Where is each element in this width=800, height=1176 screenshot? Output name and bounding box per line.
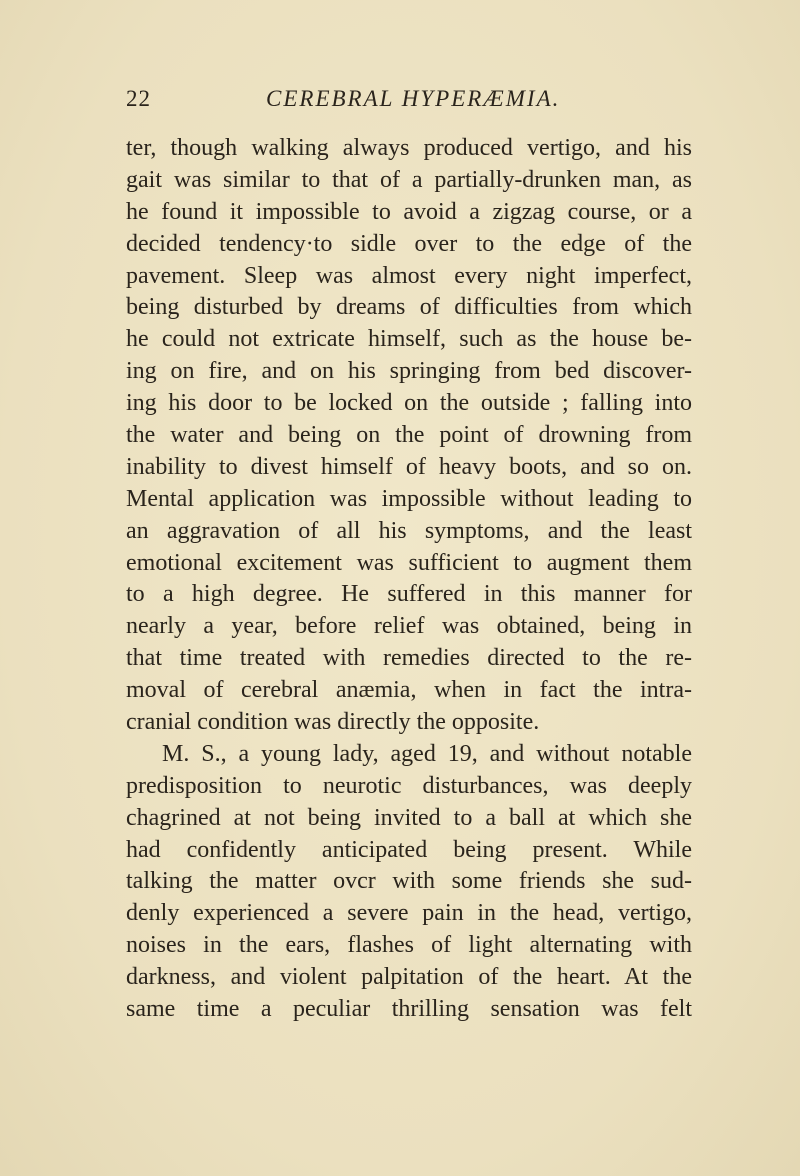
text-line: ing his door to be locked on the outside ; falling into: [126, 390, 692, 417]
text-line: predisposition to neurotic disturbances, was deeply: [126, 772, 692, 799]
text-line: to a high degree. He suffered in this manner for: [126, 581, 692, 608]
paragraph-last-line: cranial condition was directly the opposite.: [126, 709, 540, 736]
text-line: same time a peculiar thrilling sensation was felt: [126, 996, 692, 1023]
text-line: emotional excitement was sufficient to augment them: [126, 549, 692, 576]
text-line: an aggravation of all his symptoms, and the least: [126, 517, 692, 544]
body-text: [126, 133, 692, 1026]
text-line: darkness, and violent palpitation of the heart. At the: [126, 964, 692, 991]
running-title: CEREBRAL HYPERÆMIA.: [266, 86, 561, 111]
text-line: moval of cerebral anæmia, when in fact the intra-: [126, 677, 692, 704]
text-line: being disturbed by dreams of difficulties from which: [126, 294, 692, 321]
text-line: inability to divest himself of heavy boots, and so on.: [126, 453, 692, 480]
page-number: 22: [126, 86, 151, 111]
text-line: decided tendency·to sidle over to the edge of the: [126, 230, 692, 257]
text-line: ter, though walking always produced vertigo, and his: [126, 135, 692, 161]
text-line: denly experienced a severe pain in the head, vertigo,: [126, 900, 692, 927]
paragraph-first-line: M. S., a young lady, aged 19, and without notable: [162, 740, 692, 767]
text-line: had confidently anticipated being present. While: [126, 836, 692, 863]
text-line: he could not extricate himself, such as the house be-: [126, 326, 692, 353]
text-line: he found it impossible to avoid a zigzag course, or a: [126, 198, 692, 225]
text-line: nearly a year, before relief was obtained, being in: [126, 613, 692, 640]
text-line: that time treated with remedies directed to the re-: [126, 645, 692, 672]
text-line: chagrined at not being invited to a ball at which she: [126, 804, 692, 831]
text-line: talking the matter ovcr with some friends she sud-: [126, 868, 692, 895]
text-line: Mental application was impossible without leading to: [126, 485, 692, 512]
text-line: pavement. Sleep was almost every night imperfect,: [126, 262, 692, 289]
text-line: ing on fire, and on his springing from bed discover-: [126, 358, 692, 385]
running-head: [126, 86, 686, 120]
text-line: gait was similar to that of a partially-drunken man, as: [126, 166, 692, 193]
text-line: noises in the ears, flashes of light alternating with: [126, 932, 692, 959]
text-line: the water and being on the point of drowning from: [126, 422, 692, 449]
